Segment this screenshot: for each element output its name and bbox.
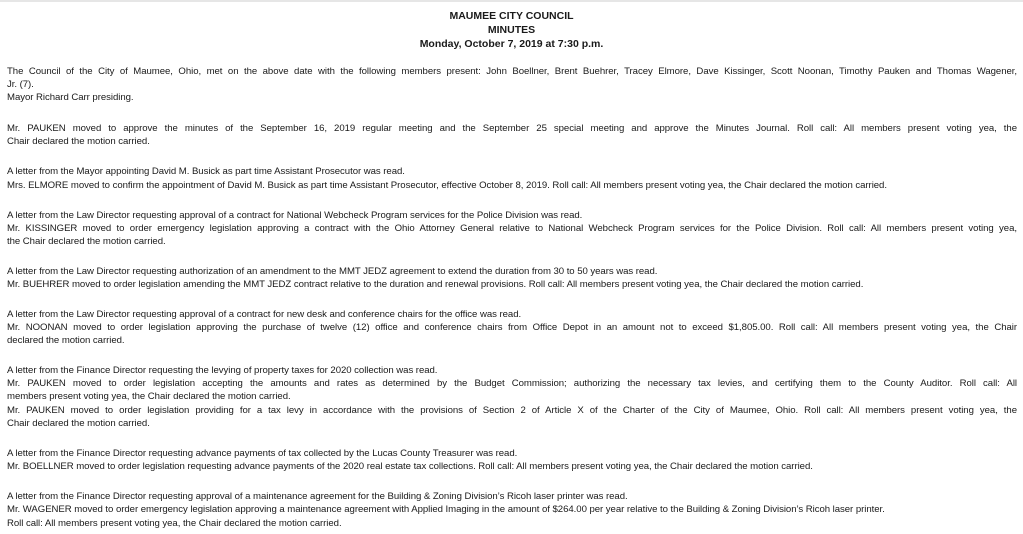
text-line: A letter from the Mayor appointing David M. Busick as part time Assistant Prosecutor was read.	[7, 166, 405, 177]
text-line: Mr. BOELLNER moved to order legislation requesting advance payments of the 2020 real estate tax collections. Roll call: All members present voting yea, the Chair declared the motion carried.	[7, 461, 813, 472]
text-line: the Chair declared the motion carried.	[7, 236, 166, 247]
text-line: Mr. PAUKEN moved to order legislation providing for a tax levy in accordance with the provisions of Section 2 of Article X of the Charter of the City of Maumee, Ohio. Roll call: All members present voting yea, the	[7, 405, 1017, 416]
text-line: Mr. PAUKEN moved to approve the minutes of the September 16, 2019 regular meeting and the September 25 special meeting and approve the Minutes Journal. Roll call: All members present voting yea, the	[7, 123, 1017, 134]
text-line: Roll call: All members present voting yea, the Chair declared the motion carried.	[7, 518, 342, 529]
text-line: A letter from the Law Director requesting authorization of an amendment to the MMT JEDZ agreement to extend the duration from 30 to 50 years was read.	[7, 266, 658, 277]
document-type: MINUTES	[487, 24, 536, 36]
text-line: Mr. KISSINGER moved to order emergency legislation approving a contract with the Ohio Attorney General relative to National Webcheck Program services for the Police Division. Roll call: All members present voting yea,	[7, 223, 1017, 234]
text-line: A letter from the Finance Director requesting advance payments of tax collected by the Lucas County Treasurer was read.	[7, 448, 518, 459]
text-line: members present voting yea, the Chair declared the motion carried.	[7, 391, 291, 402]
text-line: A letter from the Finance Director requesting approval of a maintenance agreement for the Building & Zoning Division’s Ricoh laser printer was read.	[7, 491, 628, 502]
text-line: A letter from the Finance Director requesting the levying of property taxes for 2020 collection was read.	[7, 365, 438, 376]
text-line: Chair declared the motion carried.	[7, 418, 150, 429]
text-line: Mr. NOONAN moved to order legislation approving the purchase of twelve (12) office and conference chairs from Office Depot in an amount not to exceed $1,805.00. Roll call: All members present voting yea, the Chair	[7, 322, 1017, 333]
text-line: Jr. (7).	[7, 79, 34, 90]
meeting-date: Monday, October 7, 2019 at 7:30 p.m.	[419, 38, 604, 50]
text-line: A letter from the Law Director requesting approval of a contract for new desk and conference chairs for the office was read.	[7, 309, 522, 320]
text-line: A letter from the Law Director requesting approval of a contract for National Webcheck Program services for the Police Division was read.	[7, 210, 583, 221]
text-line: The Council of the City of Maumee, Ohio, met on the above date with the following members present: John Boellner, Brent Buehrer, Tracey Elmore, Dave Kissinger, Scott Noonan, Timothy Pauken and Thomas Wagener,	[7, 66, 1017, 77]
text-line: Mr. PAUKEN moved to order legislation accepting the amounts and rates as determined by the Budget Commission; authorizing the necessary tax levies, and certifying them to the County Auditor. Roll call: All	[7, 378, 1017, 389]
text-line: Mrs. ELMORE moved to confirm the appointment of David M. Busick as part time Assistant Prosecutor, effective October 8, 2019. Roll call: All members present voting yea, the Chair declared the motion carried.	[7, 180, 887, 191]
text-line: Mayor Richard Carr presiding.	[7, 92, 134, 103]
text-line: declared the motion carried.	[7, 335, 125, 346]
text-line: Mr. WAGENER moved to order emergency legislation approving a maintenance agreement with Applied Imaging in the amount of $264.00 per year relative to the Building & Zoning Division’s Ricoh laser printer.	[7, 504, 885, 515]
council-name: MAUMEE CITY COUNCIL	[449, 10, 574, 22]
text-line: Mr. BUEHRER moved to order legislation amending the MMT JEDZ contract relative to the duration and renewal provisions. Roll call: All members present voting yea, the Chair declared the motion carried.	[7, 279, 864, 290]
top-border	[0, 0, 1023, 2]
text-line: Chair declared the motion carried.	[7, 136, 150, 147]
